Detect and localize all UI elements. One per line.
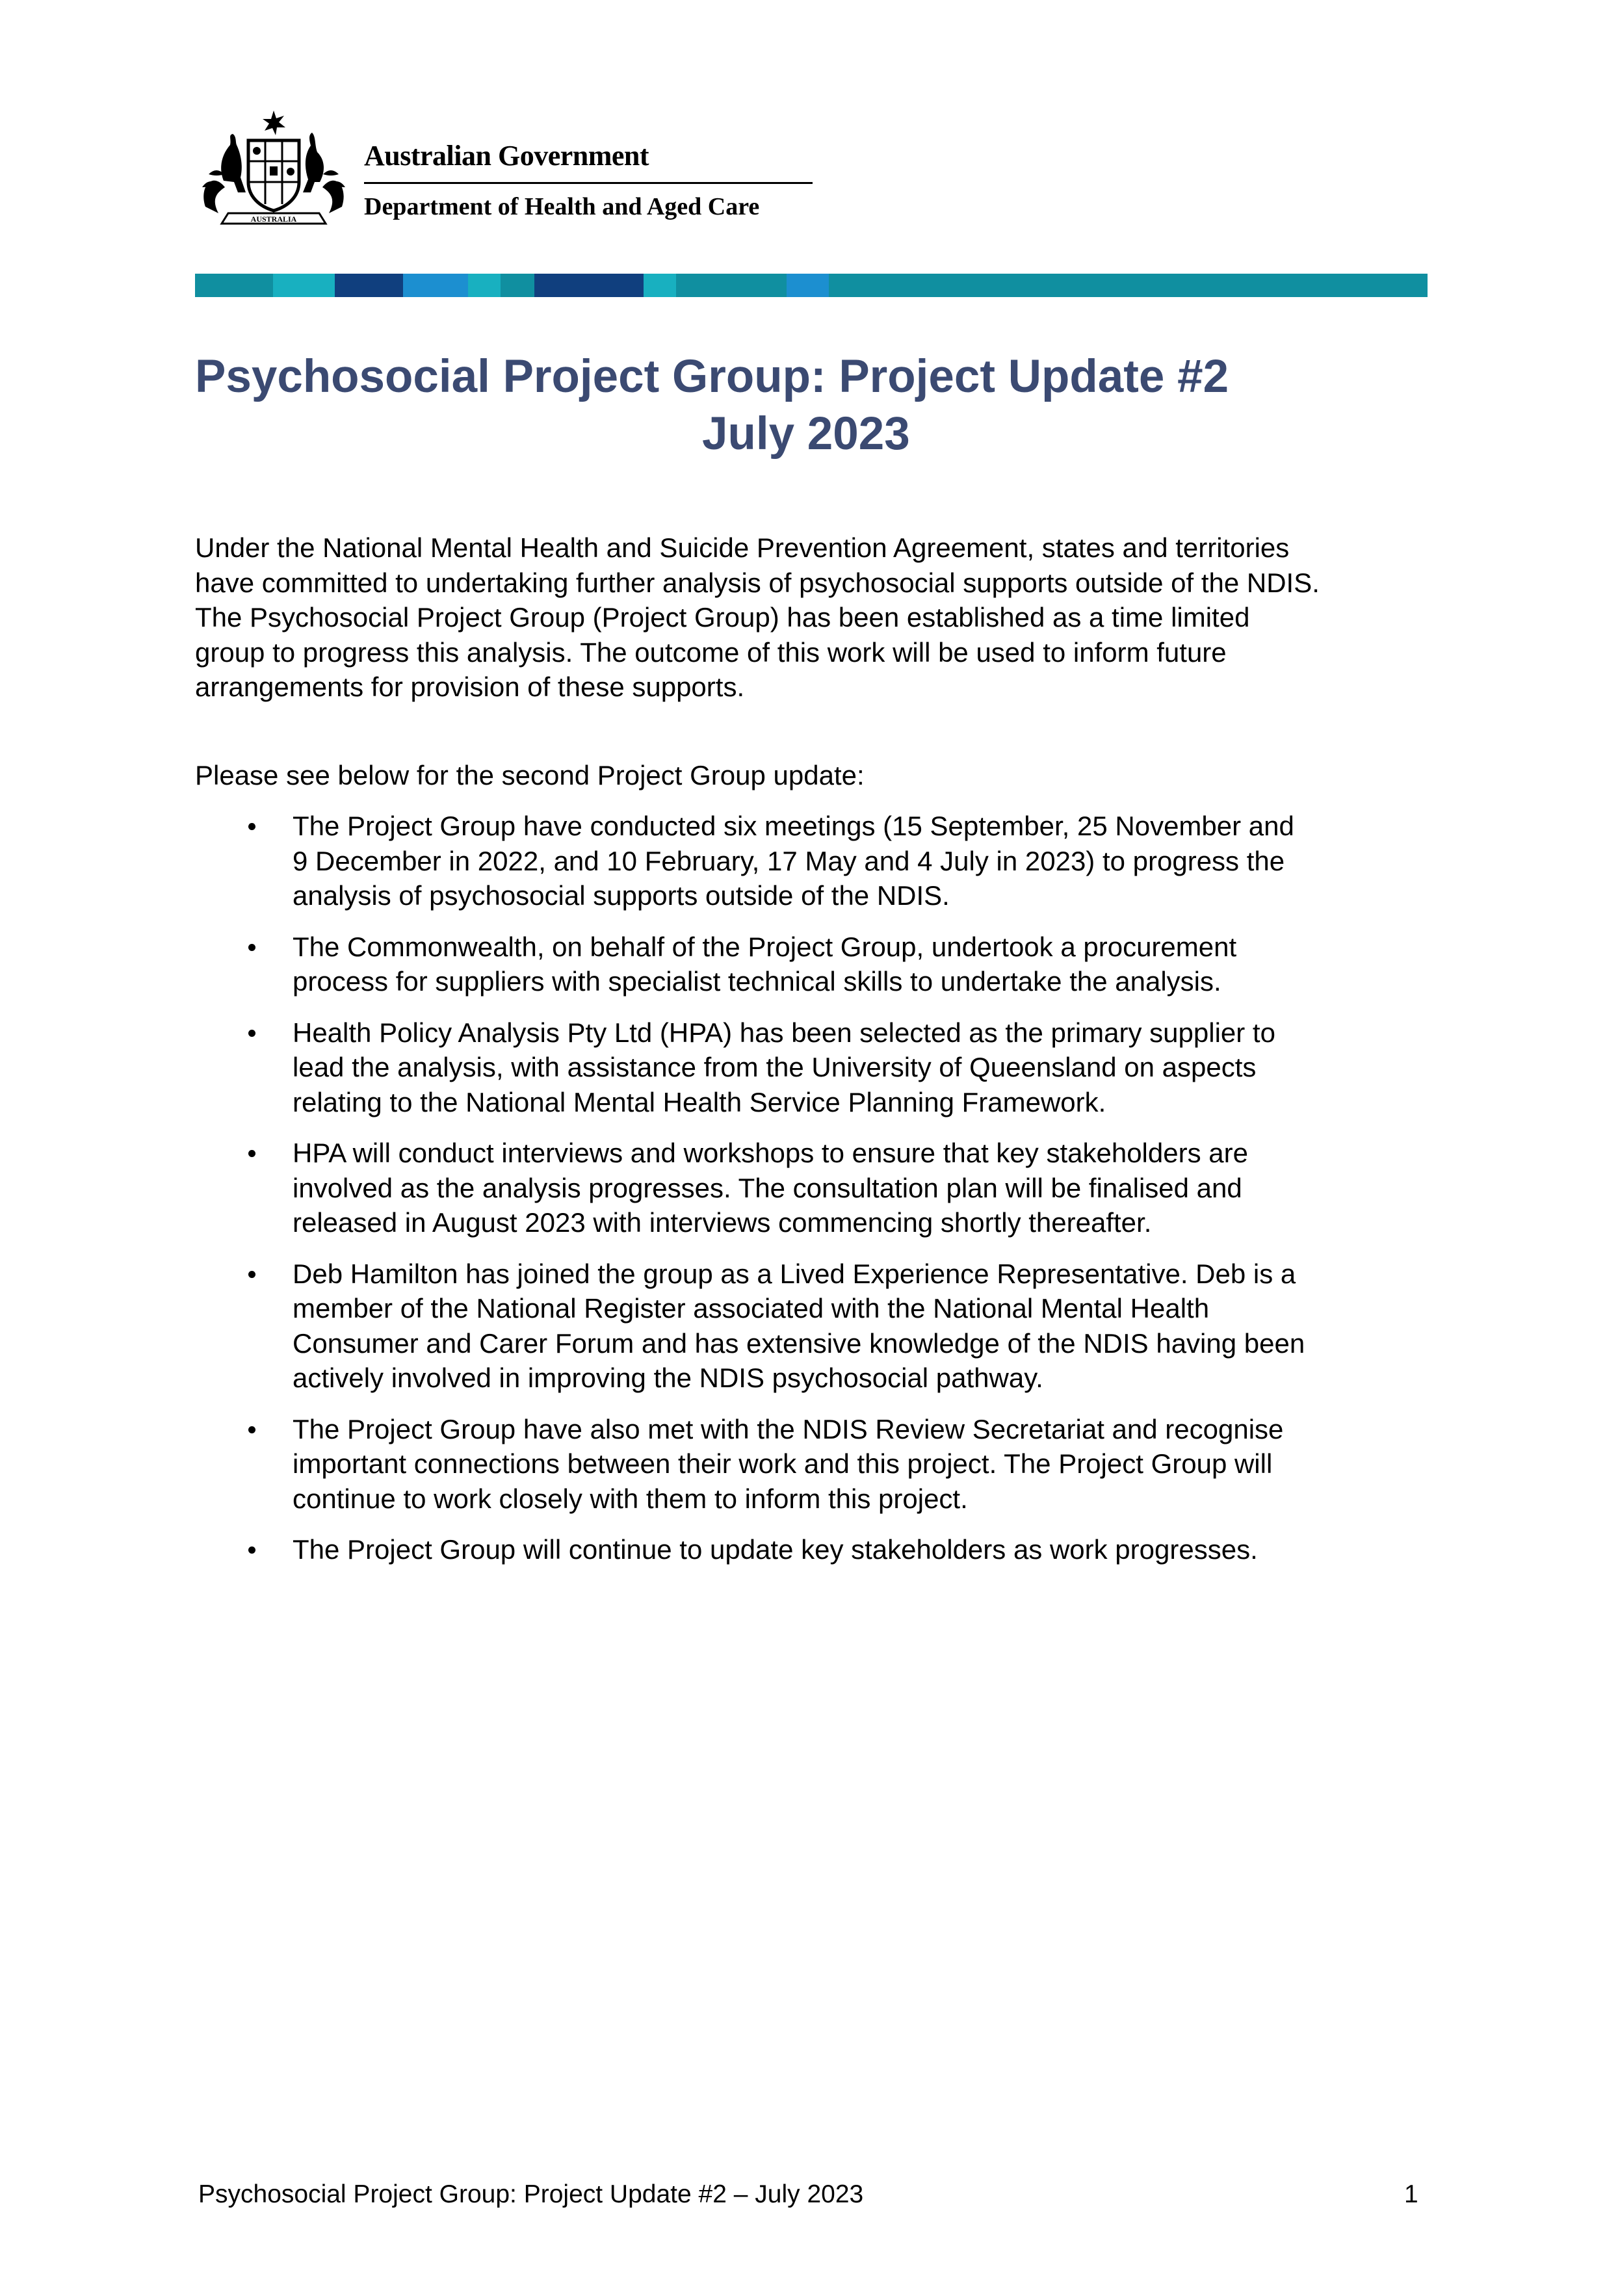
list-item-line: member of the National Register associated with the National Mental Health (293, 1293, 1210, 1324)
update-list (195, 809, 1430, 1567)
list-item-line: analysis of psychosocial supports outside of the NDIS. (293, 880, 950, 911)
bullet-icon (248, 1030, 255, 1037)
list-item (195, 1257, 1430, 1396)
colour-bar-segment (273, 274, 335, 297)
bullet-icon (248, 1426, 255, 1433)
colour-bar-segment (644, 274, 676, 297)
coat-of-arms-icon (192, 109, 355, 231)
bullet-icon (248, 1546, 255, 1554)
intro-line: have committed to undertaking further analysis of psychosocial supports outside of the NDIS. (195, 567, 1320, 598)
page-title (195, 348, 1313, 463)
bullet-icon (248, 944, 255, 951)
update-lead-text: Please see below for the second Project Group update: (195, 760, 865, 790)
list-item-line: HPA will conduct interviews and workshops to ensure that key stakeholders are (293, 1138, 1248, 1168)
colour-bar-segment (403, 274, 468, 297)
colour-bar-segment (501, 274, 534, 297)
list-item-line: The Project Group have conducted six meetings (15 September, 25 November and (293, 811, 1294, 841)
bullet-icon (248, 1271, 255, 1278)
title-line-2: July 2023 (702, 408, 910, 460)
list-item (195, 1015, 1430, 1120)
list-item-line: Consumer and Carer Forum and has extensive knowledge of the NDIS having been (293, 1327, 1305, 1359)
bullet-icon (248, 1150, 255, 1157)
list-item-line: actively involved in improving the NDIS psychosocial pathway. (293, 1363, 1043, 1393)
header-rule (364, 182, 813, 184)
list-item (195, 1412, 1430, 1517)
list-item-line: released in August 2023 with interviews commencing shortly thereafter. (293, 1207, 1152, 1238)
list-item (195, 809, 1430, 913)
footer-title: Psychosocial Project Group: Project Update #2 – July 2023 (198, 2180, 864, 2208)
colour-bar-segment (335, 274, 403, 297)
list-item (195, 1532, 1430, 1567)
colour-bar-segment (676, 274, 787, 297)
colour-bar-segment (468, 274, 501, 297)
bullet-icon (248, 823, 255, 830)
colour-bar-segment (195, 274, 273, 297)
list-item-line: involved as the analysis progresses. The consultation plan will be finalised and (293, 1172, 1242, 1203)
list-item-line: important connections between their work and this project. The Project Group will (293, 1448, 1273, 1479)
intro-paragraph (195, 530, 1430, 705)
list-item-line: lead the analysis, with assistance from the University of Queensland on aspects (293, 1052, 1257, 1082)
list-item-line: relating to the National Mental Health Service Planning Framework. (293, 1086, 1106, 1117)
colour-bar (195, 274, 1428, 297)
list-item (195, 1136, 1430, 1240)
list-item (195, 930, 1430, 999)
list-item-line: The Project Group will continue to update key stakeholders as work progresses. (293, 1534, 1258, 1565)
list-item-line: continue to work closely with them to inform this project. (293, 1483, 968, 1514)
list-item-line: The Commonwealth, on behalf of the Project Group, undertook a procurement (293, 931, 1237, 962)
list-item-line: process for suppliers with specialist technical skills to undertake the analysis. (293, 966, 1221, 997)
department-name: Department of Health and Aged Care (364, 193, 760, 220)
colour-bar-segment (787, 274, 829, 297)
title-line-1: Psychosocial Project Group: Project Update #2 (195, 351, 1229, 402)
intro-line: The Psychosocial Project Group (Project Group) has been established as a time limited (195, 602, 1250, 633)
intro-line: arrangements for provision of these supports. (195, 672, 745, 702)
list-item-line: 9 December in 2022, and 10 February, 17 May and 4 July in 2023) to progress the (293, 845, 1285, 876)
page-number: 1 (1404, 2180, 1418, 2208)
list-item-line: The Project Group have also met with the NDIS Review Secretariat and recognise (293, 1413, 1284, 1444)
colour-bar-segment (534, 274, 644, 297)
colour-bar-segment (829, 274, 1428, 297)
crest-banner-text: AUSTRALIA (250, 215, 297, 224)
intro-line: Under the National Mental Health and Suicide Prevention Agreement, states and territories (195, 532, 1290, 563)
list-item-line: Deb Hamilton has joined the group as a Lived Experience Representative. Deb is a (293, 1258, 1296, 1289)
list-item-line: Health Policy Analysis Pty Ltd (HPA) has been selected as the primary supplier to (293, 1017, 1275, 1048)
government-name: Australian Government (364, 140, 649, 172)
intro-line: group to progress this analysis. The outcome of this work will be used to inform future (195, 636, 1227, 668)
